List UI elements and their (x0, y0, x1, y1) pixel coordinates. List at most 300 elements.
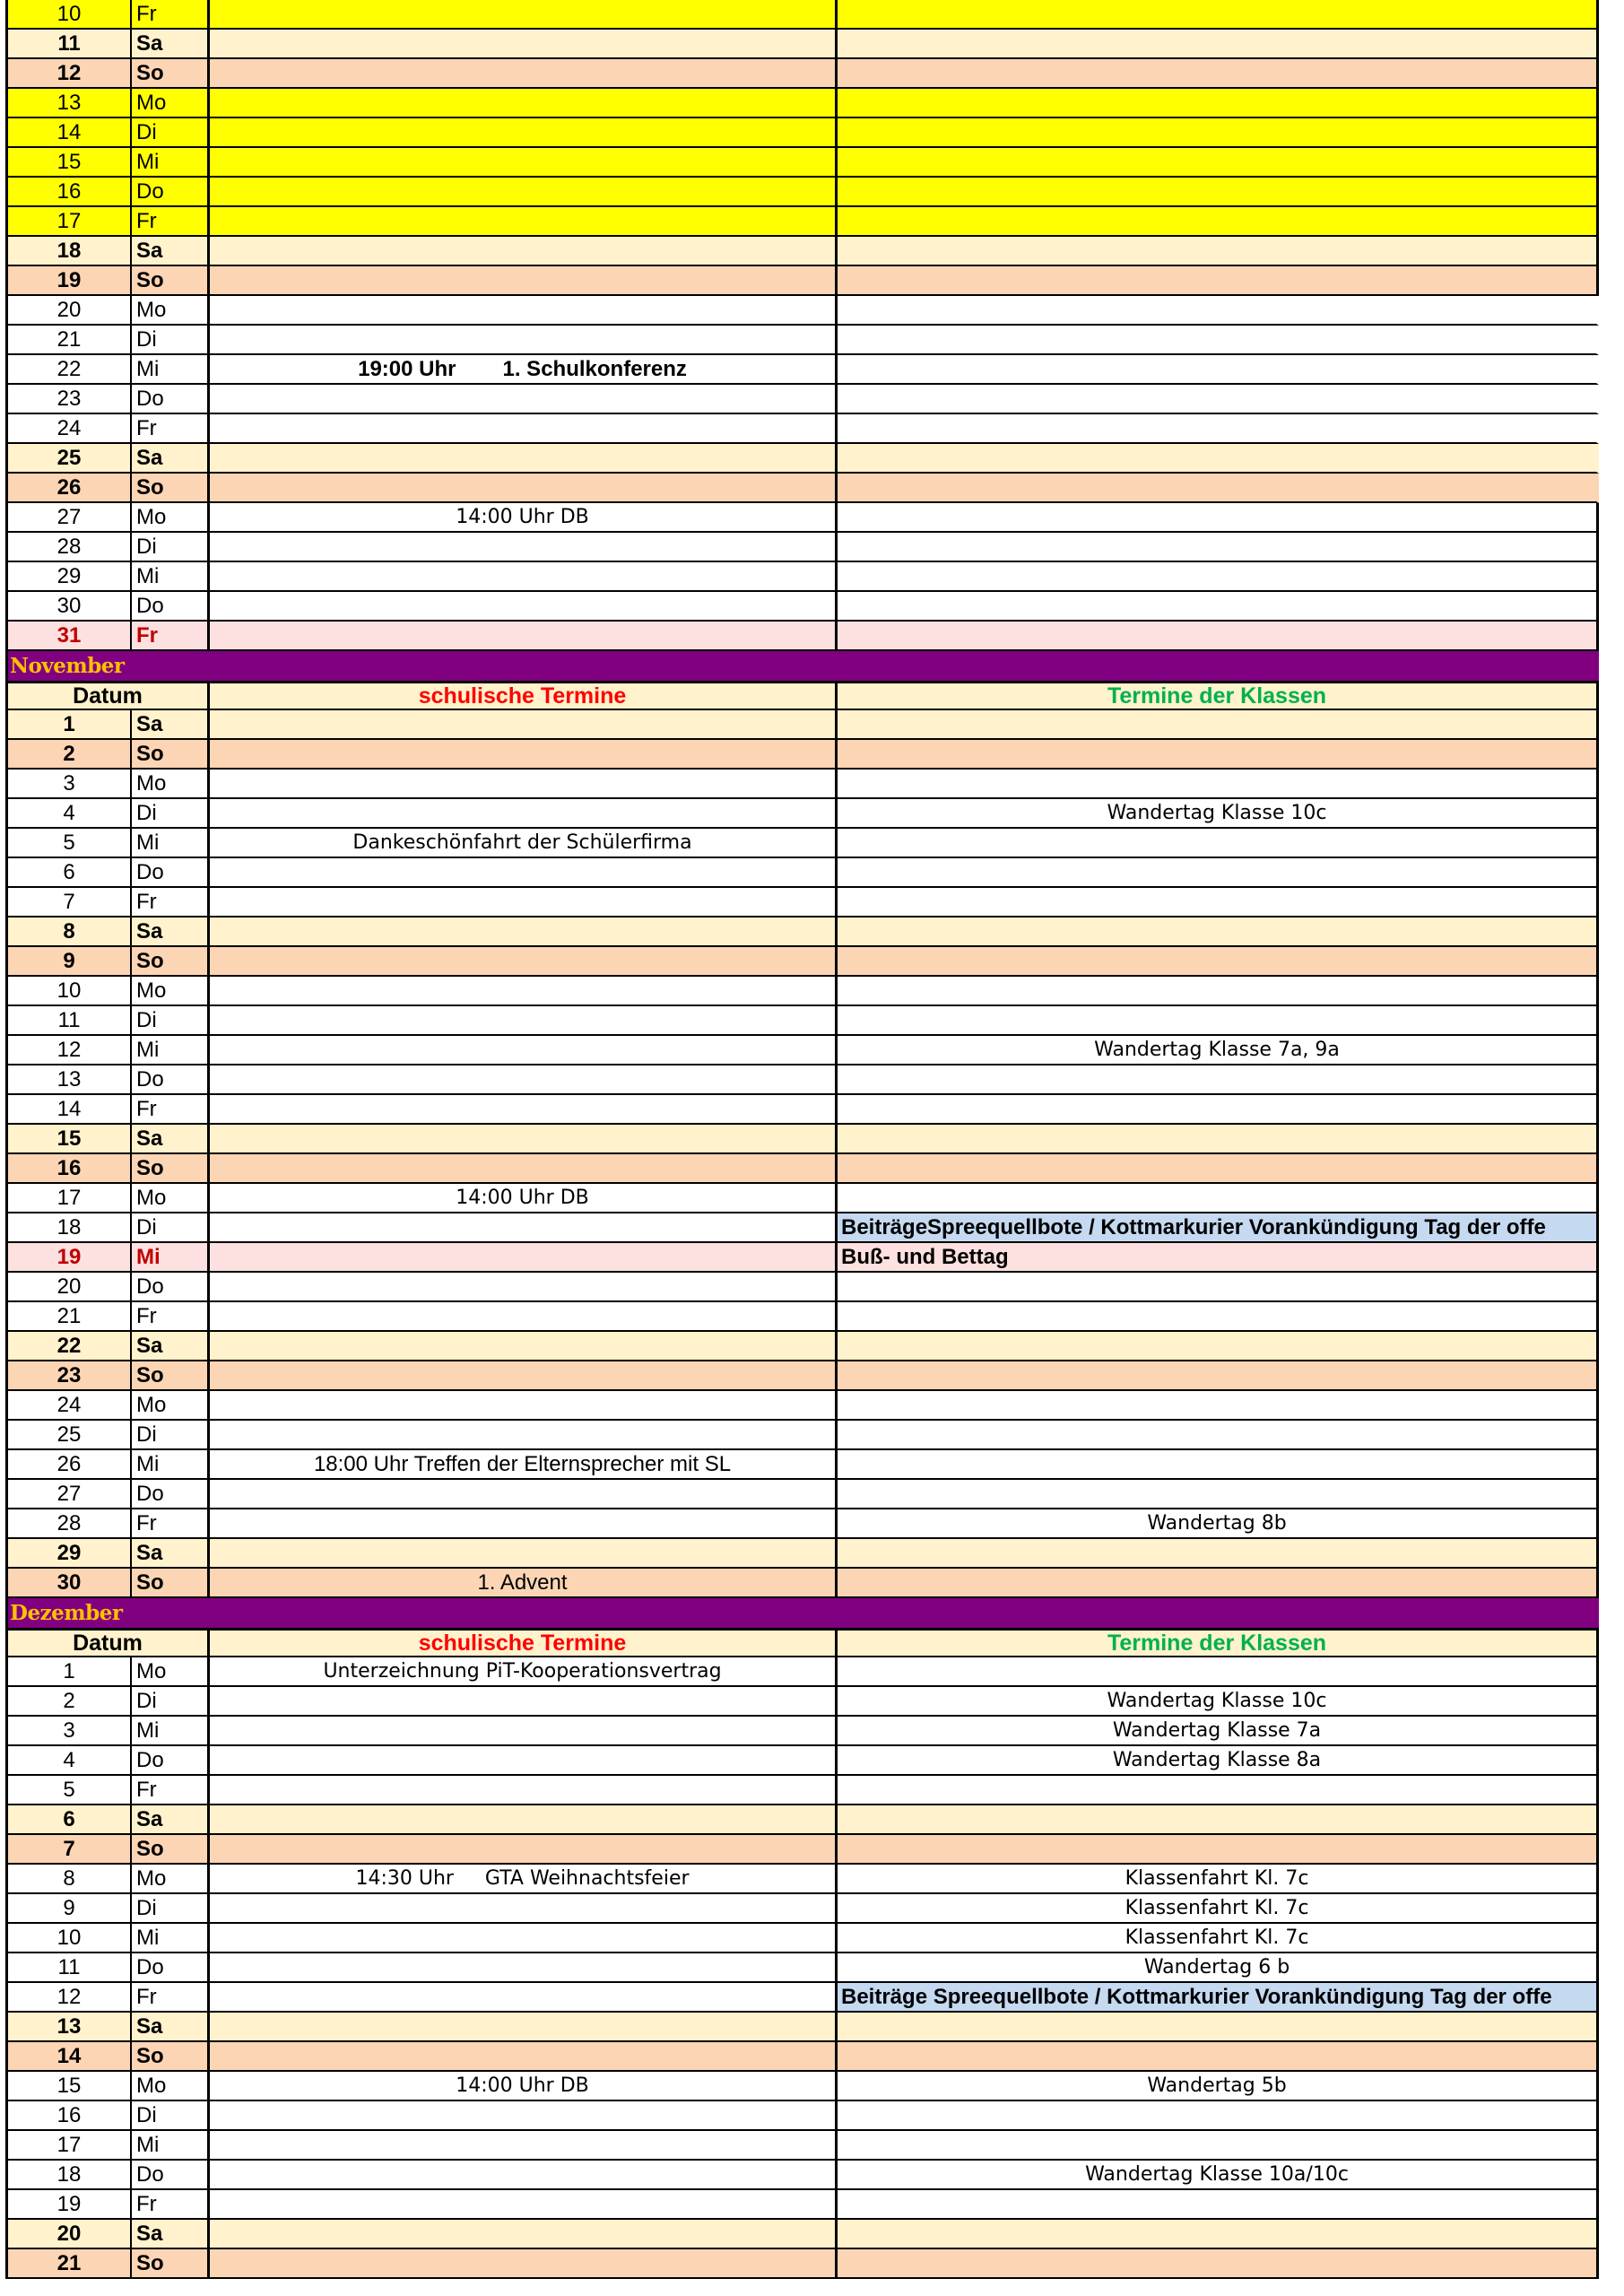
day-number: 11 (8, 1006, 132, 1034)
class-event-cell (838, 1865, 1596, 1892)
day-number: 18 (8, 237, 132, 265)
month-title: November (10, 654, 125, 678)
school-event-cell (210, 1687, 838, 1715)
class-event-cell (838, 1125, 1596, 1152)
weekday: Di (132, 533, 210, 561)
school-event-cell (210, 326, 838, 353)
school-event-cell (210, 1865, 838, 1892)
school-event-cell (210, 2161, 838, 2188)
class-event-cell (838, 414, 1596, 442)
calendar-row (5, 2161, 1599, 2190)
weekday: Fr (132, 0, 210, 28)
weekday: So (132, 2042, 210, 2070)
weekday: Do (132, 592, 210, 620)
school-event-cell (210, 118, 838, 146)
day-number: 8 (8, 918, 132, 945)
calendar-row (5, 562, 1599, 592)
class-event-cell (838, 1095, 1596, 1123)
class-event-cell (838, 266, 1596, 294)
day-number: 12 (8, 1036, 132, 1064)
calendar-row (5, 2131, 1599, 2161)
school-event-cell (210, 947, 838, 975)
class-event-cell (838, 503, 1596, 531)
weekday: Sa (132, 444, 210, 472)
header-schulische-termine: schulische Termine (210, 683, 838, 709)
weekday: Sa (132, 1332, 210, 1360)
school-event-cell (210, 1095, 838, 1123)
calendar-row (5, 1835, 1599, 1865)
weekday: Sa (132, 918, 210, 945)
calendar-row (5, 799, 1599, 829)
day-number: 15 (8, 2072, 132, 2100)
weekday: Di (132, 1421, 210, 1448)
school-event-cell (210, 414, 838, 442)
calendar-row (5, 1687, 1599, 1717)
column-header-row (5, 681, 1599, 710)
class-event-cell (838, 1746, 1596, 1774)
day-number: 31 (8, 622, 132, 649)
month-title: Dezember (10, 1601, 123, 1625)
class-event-cell (838, 1569, 1596, 1596)
class-event-text: Wandertag Klasse 10c (1107, 802, 1327, 824)
class-event-text: Wandertag 5b (1147, 2074, 1287, 2097)
weekday: Mi (132, 829, 210, 857)
calendar-row (5, 1184, 1599, 1213)
weekday: Fr (132, 1776, 210, 1804)
calendar-row (5, 740, 1599, 770)
class-event-cell (838, 296, 1596, 324)
calendar-row (5, 2220, 1599, 2249)
november-block (5, 710, 1599, 1598)
day-number: 25 (8, 444, 132, 472)
class-event-cell (838, 1391, 1596, 1419)
school-event-cell (210, 1243, 838, 1271)
calendar-row (5, 2101, 1599, 2131)
school-event-cell (210, 207, 838, 235)
weekday: Sa (132, 710, 210, 738)
class-event-cell (838, 355, 1596, 383)
day-number: 10 (8, 977, 132, 1004)
day-number: 21 (8, 2249, 132, 2277)
day-number: 11 (8, 30, 132, 57)
class-event-cell (838, 474, 1596, 501)
calendar-row (5, 30, 1599, 59)
calendar-row (5, 1332, 1599, 1361)
school-event-cell (210, 1184, 838, 1212)
weekday: Mo (132, 1391, 210, 1419)
weekday: Di (132, 1006, 210, 1034)
calendar-row (5, 414, 1599, 444)
calendar-row (5, 59, 1599, 89)
school-event-cell (210, 1361, 838, 1389)
school-event-cell (210, 533, 838, 561)
school-event-cell (210, 355, 838, 383)
day-number: 29 (8, 1539, 132, 1567)
class-event-cell (838, 1450, 1596, 1478)
school-event-cell (210, 1657, 838, 1685)
school-event-cell (210, 2220, 838, 2248)
weekday: Mo (132, 1865, 210, 1892)
calendar-row (5, 2190, 1599, 2220)
class-event-cell (838, 1273, 1596, 1300)
weekday: Mi (132, 1243, 210, 1271)
day-number: 2 (8, 1687, 132, 1715)
calendar-row (5, 296, 1599, 326)
class-event-cell (838, 385, 1596, 413)
class-event-cell (838, 710, 1596, 738)
school-event-cell (210, 89, 838, 117)
weekday: Di (132, 118, 210, 146)
school-event-cell (210, 1894, 838, 1922)
day-number: 21 (8, 326, 132, 353)
calendar-row (5, 1776, 1599, 1805)
calendar-row (5, 1805, 1599, 1835)
school-event-cell (210, 888, 838, 916)
class-event-cell (838, 799, 1596, 827)
calendar-row (5, 858, 1599, 888)
weekday: Mo (132, 503, 210, 531)
school-event-text: 14:00 Uhr DB (456, 2074, 589, 2097)
day-number: 1 (8, 1657, 132, 1685)
class-event-cell (838, 1657, 1596, 1685)
class-event-cell (838, 1717, 1596, 1744)
calendar-row (5, 178, 1599, 207)
weekday: So (132, 740, 210, 768)
class-event-cell (838, 2249, 1596, 2277)
class-event-cell (838, 2101, 1596, 2129)
day-number: 19 (8, 266, 132, 294)
class-event-cell (838, 592, 1596, 620)
day-number: 24 (8, 1391, 132, 1419)
weekday: Mi (132, 355, 210, 383)
weekday: Di (132, 2101, 210, 2129)
calendar-row (5, 385, 1599, 414)
weekday: Do (132, 1953, 210, 1981)
class-event-cell (838, 1006, 1596, 1034)
weekday: Do (132, 1746, 210, 1774)
day-number: 13 (8, 2013, 132, 2040)
class-event-cell (838, 622, 1596, 649)
school-event-cell (210, 829, 838, 857)
day-number: 5 (8, 829, 132, 857)
weekday: Do (132, 1273, 210, 1300)
class-event-cell (838, 858, 1596, 886)
class-event-cell (838, 118, 1596, 146)
school-event-cell (210, 2190, 838, 2218)
school-event-cell (210, 1273, 838, 1300)
day-number: 16 (8, 2101, 132, 2129)
calendar-row (5, 89, 1599, 118)
calendar-row (5, 592, 1599, 622)
school-event-cell (210, 1924, 838, 1952)
weekday: Di (132, 1213, 210, 1241)
school-event-cell (210, 30, 838, 57)
day-number: 12 (8, 1983, 132, 2011)
day-number: 4 (8, 1746, 132, 1774)
weekday: Mo (132, 1184, 210, 1212)
weekday: So (132, 1835, 210, 1863)
day-number: 6 (8, 858, 132, 886)
day-number: 19 (8, 1243, 132, 1271)
school-event-text: Dankeschönfahrt der Schülerfirma (352, 831, 692, 854)
day-number: 3 (8, 770, 132, 797)
class-event-cell (838, 1835, 1596, 1863)
day-number: 17 (8, 207, 132, 235)
school-event-cell (210, 1213, 838, 1241)
class-event-cell (838, 1805, 1596, 1833)
school-event-cell (210, 770, 838, 797)
calendar-row (5, 444, 1599, 474)
class-event-cell (838, 1065, 1596, 1093)
calendar-row (5, 2042, 1599, 2072)
class-event-cell (838, 1213, 1596, 1241)
school-event-cell (210, 740, 838, 768)
class-event-text: Buß- und Bettag (841, 1244, 1009, 1269)
school-event-cell (210, 1746, 838, 1774)
day-number: 2 (8, 740, 132, 768)
day-number: 20 (8, 2220, 132, 2248)
school-event-cell (210, 2042, 838, 2070)
weekday: Mi (132, 2131, 210, 2159)
weekday: Mi (132, 148, 210, 176)
school-event-cell (210, 1539, 838, 1567)
weekday: Sa (132, 1539, 210, 1567)
header-termine-der-klassen: Termine der Klassen (1107, 1631, 1327, 1656)
day-number: 12 (8, 59, 132, 87)
calendar-row (5, 1450, 1599, 1480)
school-event-cell (210, 59, 838, 87)
day-number: 14 (8, 118, 132, 146)
school-event-cell (210, 1450, 838, 1478)
class-event-cell (838, 947, 1596, 975)
class-event-cell (838, 444, 1596, 472)
day-number: 28 (8, 533, 132, 561)
class-event-text: Wandertag Klasse 10a/10c (1085, 2163, 1349, 2186)
weekday: So (132, 947, 210, 975)
class-event-cell (838, 326, 1596, 353)
school-event-cell (210, 1776, 838, 1804)
weekday: Do (132, 2161, 210, 2188)
school-event-cell (210, 799, 838, 827)
class-event-cell (838, 1924, 1596, 1952)
class-event-cell (838, 1302, 1596, 1330)
header-termine-der-klassen: Termine der Klassen (1107, 683, 1327, 709)
school-event-cell (210, 622, 838, 649)
calendar-row (5, 1569, 1599, 1598)
day-number: 14 (8, 1095, 132, 1123)
class-event-text: Klassenfahrt Kl. 7c (1125, 1926, 1309, 1949)
month-banner-november (5, 651, 1599, 681)
calendar-row (5, 533, 1599, 562)
dezember-block (5, 1657, 1599, 2279)
day-number: 17 (8, 2131, 132, 2159)
weekday: Do (132, 858, 210, 886)
class-event-text: Wandertag Klasse 7a (1112, 1719, 1322, 1742)
class-event-cell (838, 1953, 1596, 1981)
school-event-cell (210, 1835, 838, 1863)
calendar-row (5, 1273, 1599, 1302)
school-event-cell (210, 148, 838, 176)
weekday: So (132, 59, 210, 87)
calendar-row (5, 710, 1599, 740)
school-event-cell (210, 1983, 838, 2011)
column-header-row (5, 1628, 1599, 1657)
day-number: 15 (8, 148, 132, 176)
calendar-row (5, 1391, 1599, 1421)
class-event-text: Wandertag 6 b (1143, 1956, 1290, 1979)
school-event-cell (210, 503, 838, 531)
weekday: Sa (132, 237, 210, 265)
class-event-cell (838, 2072, 1596, 2100)
school-event-text: 14:00 Uhr DB (456, 1187, 589, 1209)
weekday: Mo (132, 1657, 210, 1685)
calendar-row (5, 2249, 1599, 2279)
weekday: Mi (132, 1717, 210, 1744)
class-event-cell (838, 533, 1596, 561)
weekday: Mo (132, 89, 210, 117)
day-number: 16 (8, 178, 132, 205)
weekday: Di (132, 326, 210, 353)
school-event-cell (210, 0, 838, 28)
class-event-cell (838, 2131, 1596, 2159)
school-event-cell (210, 444, 838, 472)
class-event-cell (838, 2190, 1596, 2218)
class-event-cell (838, 0, 1596, 28)
day-number: 21 (8, 1302, 132, 1330)
day-number: 20 (8, 1273, 132, 1300)
school-event-cell (210, 2072, 838, 2100)
calendar-row (5, 918, 1599, 947)
day-number: 29 (8, 562, 132, 590)
day-number: 9 (8, 947, 132, 975)
calendar-row (5, 0, 1599, 30)
school-event-cell (210, 266, 838, 294)
class-event-text: BeiträgeSpreequellbote / Kottmarkurier Vorankündigung Tag der offe (841, 1214, 1546, 1239)
class-event-text: Wandertag Klasse 10c (1107, 1690, 1327, 1712)
day-number: 18 (8, 1213, 132, 1241)
weekday: Fr (132, 1095, 210, 1123)
day-number: 4 (8, 799, 132, 827)
header-datum: Datum (8, 683, 210, 709)
school-event-cell (210, 2131, 838, 2159)
school-event-cell (210, 1509, 838, 1537)
day-number: 30 (8, 1569, 132, 1596)
day-number: 14 (8, 2042, 132, 2070)
calendar-row (5, 2072, 1599, 2101)
calendar-row (5, 1213, 1599, 1243)
class-event-text: Beiträge Spreequellbote / Kottmarkurier Vorankündigung Tag der offe (841, 1984, 1552, 2009)
day-number: 24 (8, 414, 132, 442)
school-event-cell (210, 385, 838, 413)
class-event-cell (838, 1154, 1596, 1182)
school-event-cell (210, 1391, 838, 1419)
calendar-row (5, 622, 1599, 651)
day-number: 19 (8, 2190, 132, 2218)
calendar-row (5, 977, 1599, 1006)
calendar-row (5, 1717, 1599, 1746)
class-event-cell (838, 59, 1596, 87)
october-block (5, 0, 1599, 651)
calendar-row (5, 2013, 1599, 2042)
day-number: 9 (8, 1894, 132, 1922)
class-event-cell (838, 2220, 1596, 2248)
school-event-cell (210, 1332, 838, 1360)
day-number: 7 (8, 1835, 132, 1863)
weekday: So (132, 474, 210, 501)
day-number: 22 (8, 355, 132, 383)
weekday: Fr (132, 1302, 210, 1330)
school-event-cell (210, 1154, 838, 1182)
school-event-cell (210, 1065, 838, 1093)
day-number: 22 (8, 1332, 132, 1360)
class-event-cell (838, 2161, 1596, 2188)
weekday: So (132, 266, 210, 294)
day-number: 30 (8, 592, 132, 620)
class-event-cell (838, 1539, 1596, 1567)
day-number: 6 (8, 1805, 132, 1833)
calendar-row (5, 1154, 1599, 1184)
class-event-cell (838, 2042, 1596, 2070)
calendar-row (5, 770, 1599, 799)
school-event-cell (210, 2013, 838, 2040)
school-event-cell (210, 1480, 838, 1508)
class-event-cell (838, 918, 1596, 945)
class-event-text: Klassenfahrt Kl. 7c (1125, 1897, 1309, 1919)
weekday: Fr (132, 207, 210, 235)
school-event-cell (210, 2101, 838, 2129)
weekday: Fr (132, 622, 210, 649)
weekday: Mo (132, 2072, 210, 2100)
calendar-row (5, 947, 1599, 977)
class-event-cell (838, 89, 1596, 117)
calendar-row (5, 1243, 1599, 1273)
calendar-row (5, 1095, 1599, 1125)
school-event-cell (210, 918, 838, 945)
calendar-row (5, 1865, 1599, 1894)
weekday: Mi (132, 1450, 210, 1478)
class-event-cell (838, 977, 1596, 1004)
weekday: Fr (132, 888, 210, 916)
class-event-text: Klassenfahrt Kl. 7c (1125, 1867, 1309, 1890)
calendar-sheet (5, 0, 1599, 2279)
weekday: So (132, 1154, 210, 1182)
weekday: Fr (132, 1983, 210, 2011)
day-number: 27 (8, 1480, 132, 1508)
class-event-text: Wandertag Klasse 7a, 9a (1094, 1039, 1340, 1061)
calendar-row (5, 1302, 1599, 1332)
day-number: 26 (8, 1450, 132, 1478)
class-event-cell (838, 1243, 1596, 1271)
weekday: Mo (132, 977, 210, 1004)
day-number: 3 (8, 1717, 132, 1744)
day-number: 28 (8, 1509, 132, 1537)
school-event-cell (210, 1717, 838, 1744)
day-number: 10 (8, 0, 132, 28)
weekday: Sa (132, 1125, 210, 1152)
calendar-row (5, 118, 1599, 148)
class-event-cell (838, 1332, 1596, 1360)
weekday: So (132, 1569, 210, 1596)
day-number: 18 (8, 2161, 132, 2188)
day-number: 8 (8, 1865, 132, 1892)
class-event-cell (838, 888, 1596, 916)
school-event-cell (210, 562, 838, 590)
class-event-cell (838, 1480, 1596, 1508)
calendar-row (5, 503, 1599, 533)
school-event-cell (210, 474, 838, 501)
class-event-cell (838, 2013, 1596, 2040)
school-event-text: 1. Advent (477, 1570, 568, 1595)
